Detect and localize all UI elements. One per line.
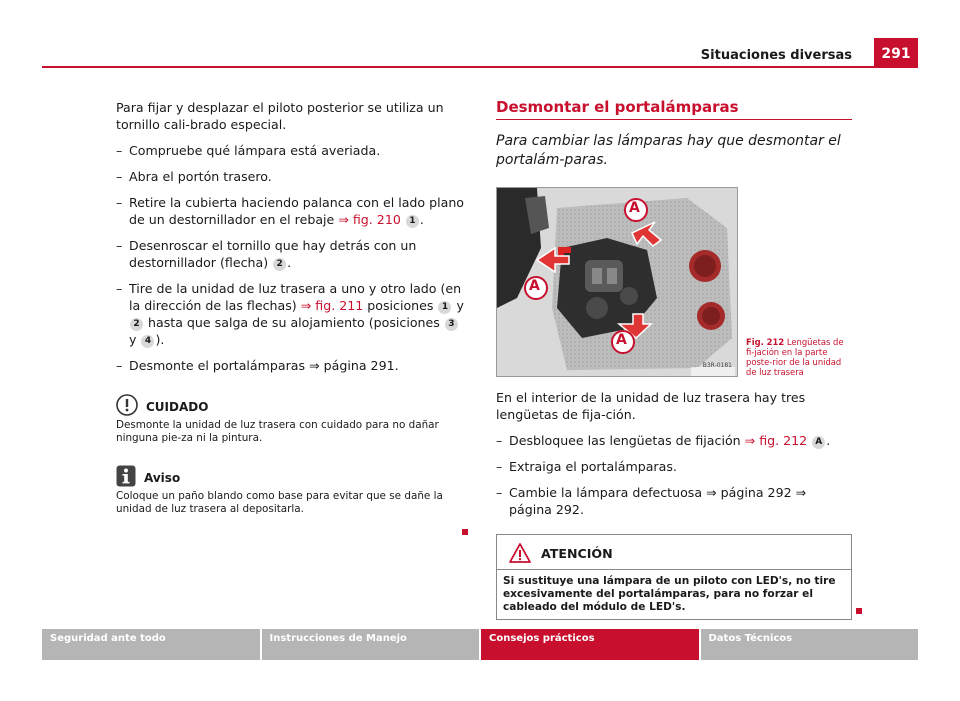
footer-tab-instrucciones[interactable]: Instrucciones de Manejo [262,629,480,660]
section-intro: Para cambiar las lámparas hay que desmontar el portalám-paras. [496,133,841,168]
step-item: – Desenroscar el tornillo que hay detrás con un destornillador (flecha) 2 . [116,238,417,270]
step-item: – Retire la cubierta haciendo palanca con el lado plano de un destornillador en el rebaje ⇒ fig. 210 1 . [116,195,465,227]
step-item: – Cambie la lámpara defectuosa ⇒ página 292 ⇒ página 292. [496,485,807,517]
figure-image [496,187,738,377]
callout-badge: 1 [406,215,419,228]
figure-link[interactable]: ⇒ fig. 212 [744,433,808,448]
chapter-title: Situaciones diversas [700,48,852,63]
section-end-mark [856,608,862,614]
info-icon [116,465,136,487]
step-item: – Desmonte el portalámparas ⇒ página 291. [116,358,399,373]
step-item: – Extraiga el portalámparas. [496,459,677,474]
figure-link[interactable]: ⇒ fig. 210 [338,212,401,227]
notice-body: Coloque un paño blando como base para evitar que se dañe la unidad de luz trasera al depositarla. [116,490,443,515]
step-item: – Compruebe qué lámpara está averiada. [116,143,381,158]
figure-label: A [616,332,627,348]
left-column [116,99,468,539]
figure [496,187,852,377]
callout-badge: 3 [445,318,458,331]
step-item: – Tire de la unidad de luz trasera a uno y otro lado (en la dirección de las flechas) ⇒ fig. 211 posiciones 1 y 2 hasta que salga de su alojamiento (posiciones 3 y 4 ). [116,281,464,347]
footer-tab-consejos[interactable]: Consejos prácticos [481,629,699,660]
caution-title: CUIDADO [146,400,209,414]
section-end-mark [462,529,468,535]
callout-badge: 1 [438,301,451,314]
header-rule [42,66,918,68]
figure-caption-text: Lengüetas de fi-jación en la parte poste-rior de la unidad de luz trasera [746,337,844,377]
figure-label: A [529,278,540,294]
warning-box [496,534,852,620]
footer-tab-seguridad[interactable]: Seguridad ante todo [42,629,260,660]
warning-icon [509,543,531,563]
notice-title: Aviso [144,471,181,485]
figure-caption [746,337,846,377]
right-column [496,99,852,620]
caution-body: Desmonte la unidad de luz trasera con cuidado para no dañar ninguna pie-za ni la pintura. [116,419,439,444]
step-item: – Desbloquee las lengüetas de fijación ⇒ fig. 212 A . [496,433,831,448]
figure-code: B3R-0181 [702,362,732,369]
notice-note [116,465,468,516]
callout-badge: 2 [130,318,143,331]
warning-body: Si sustituye una lámpara de un piloto con LED's, no tire excesivamente del portalámparas, para no forzar el cableado del módulo de LED's. [503,575,836,613]
body-paragraph: En el interior de la unidad de luz trasera hay tres lengüetas de fija-ción. [496,390,806,422]
intro-paragraph: Para fijar y desplazar el piloto posterior se utiliza un tornillo cali-brado especial. [116,100,444,132]
figure-label: A [629,200,640,216]
figure-caption-number: Fig. 212 [746,337,785,347]
warning-title: ATENCIÓN [541,545,613,561]
callout-badge: 4 [141,335,154,348]
callout-badge: 2 [273,258,286,271]
footer-tab-datos[interactable]: Datos Técnicos [701,629,919,660]
page-number: 291 [874,38,918,68]
figure-link[interactable]: ⇒ fig. 211 [300,298,364,313]
page-header [42,38,918,68]
caution-note [116,394,468,445]
section-title: Desmontar el portalámparas [496,99,852,120]
caution-icon [116,394,138,416]
footer-nav [42,629,918,660]
step-item: – Abra el portón trasero. [116,169,272,184]
callout-badge: A [812,436,825,449]
